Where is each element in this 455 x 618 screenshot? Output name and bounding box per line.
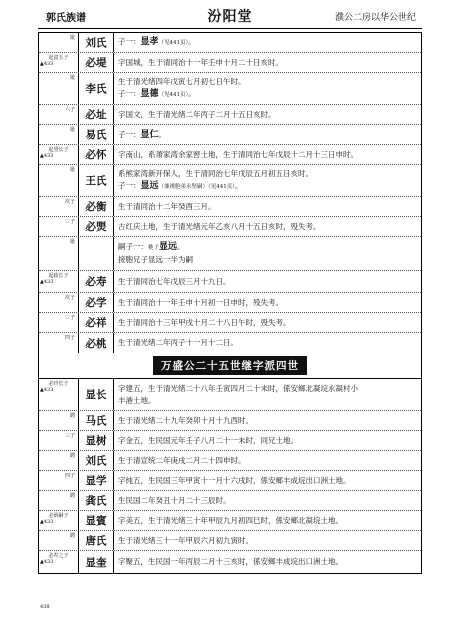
relation-cell: [39, 197, 79, 216]
table-row: [39, 33, 421, 53]
person-name: 必怀: [79, 145, 114, 164]
record-fragment: 生于清光绪二十九年癸卯十月十九西时。: [118, 415, 253, 425]
record-text: [114, 237, 421, 270]
record-text: [114, 165, 421, 196]
person-name: 易氏: [79, 125, 114, 144]
relation-cell: [39, 451, 79, 470]
person-name: 必址: [79, 105, 114, 124]
record-text: [114, 271, 421, 292]
page-reference: ▲433: [40, 387, 54, 393]
person-name: 龚氏: [79, 491, 114, 510]
person-name: 王氏: [79, 165, 114, 196]
header-rule: [38, 28, 422, 29]
relation-label: 起政长子: [48, 273, 69, 279]
relation-label: 起富五子: [48, 55, 69, 61]
record-text: [114, 451, 421, 470]
record-text: [114, 491, 421, 510]
genealogy-table: [38, 32, 422, 574]
relation-label: 聘: [69, 413, 75, 419]
relation-label: 妣: [69, 239, 75, 245]
relation-label: 妣: [69, 167, 75, 173]
relation-label: 三子: [64, 433, 75, 439]
record-line: [118, 149, 417, 161]
relation-label: 必炳嗣子: [48, 513, 69, 519]
person-name: 必祥: [79, 313, 114, 332]
relation-cell: [39, 491, 79, 510]
child-name: 显孝: [140, 37, 159, 47]
page-header: [38, 6, 422, 26]
table-row: [39, 431, 421, 451]
relation-label: 必寿之子: [48, 553, 69, 559]
record-text: [114, 333, 421, 353]
record-fragment: 字南山，系萧家湾余家窖土地，生于清同治七年戊辰十二月十三日申时。: [118, 149, 358, 159]
record-fragment: 子一：: [118, 89, 141, 98]
record-fragment: 生于清光绪三十一年甲辰六月初九寅时。: [118, 535, 253, 545]
page-number: 438: [40, 604, 50, 610]
record-text: [114, 145, 421, 164]
relation-cell: [39, 145, 79, 164]
page-reference: ▲433: [40, 61, 54, 67]
person-name: 显奎: [79, 551, 114, 573]
record-line: [118, 556, 417, 568]
relation-cell: [39, 165, 79, 196]
relation-cell: [39, 217, 79, 236]
table-row: [39, 313, 421, 333]
record-fragment: 。: [235, 181, 243, 190]
page-reference: ▲433: [40, 153, 54, 159]
record-line: [118, 129, 417, 141]
person-name: 刘氏: [79, 451, 114, 470]
record-fragment: 。: [177, 242, 185, 251]
relation-cell: [39, 333, 79, 353]
record-line: [118, 297, 417, 309]
record-line: [118, 515, 417, 527]
relation-label: 四子: [64, 335, 75, 341]
record-line: [118, 395, 417, 407]
record-fragment: 字美五，生于清光绪三十年甲辰九月初四巳时，係安鄉北凝垸土地。: [118, 515, 343, 525]
record-line: [118, 495, 417, 507]
record-line: [118, 109, 417, 121]
record-fragment: 生于清宣统二年庚戌二月二十四申时。: [118, 455, 246, 465]
table-row: [39, 379, 421, 411]
page-reference: ▲433: [40, 279, 54, 285]
relation-cell: [39, 105, 79, 124]
record-line: [118, 317, 417, 329]
person-name: 显长: [79, 379, 114, 410]
relation-cell: [39, 313, 79, 332]
record-line: [118, 221, 417, 233]
table-row: [39, 551, 421, 573]
generation-rows-bottom: [39, 379, 421, 573]
relation-cell: [39, 471, 79, 490]
relation-label: 三子: [64, 219, 75, 225]
generation-banner: 万盛公二十五世继字派四世: [153, 356, 307, 375]
record-line: [118, 168, 417, 180]
record-line: [118, 36, 417, 49]
table-row: [39, 217, 421, 237]
record-text: [114, 471, 421, 490]
person-name: 唐氏: [79, 531, 114, 550]
record-line: [118, 201, 417, 213]
child-note: （见441页）: [158, 92, 189, 98]
person-name: [79, 237, 114, 270]
relation-cell: [39, 551, 79, 573]
record-fragment: 生于清同治十三年甲戌十月二十八日午时，殁失考。: [118, 317, 291, 327]
relation-label: 四子: [64, 473, 75, 479]
table-row: [39, 125, 421, 145]
record-fragment: 字国文，生于清光绪二年丙子二月十五日亥时。: [118, 109, 276, 119]
record-fragment: 字建五，生于清光绪二十八年壬寅四月二十未时，係安鄉北凝垸永凝村小: [118, 383, 358, 393]
record-fragment: 生民国二年癸丑十月二十三辰时。: [118, 495, 231, 505]
person-name: 必桃: [79, 333, 114, 353]
table-row: [39, 105, 421, 125]
record-text: [114, 411, 421, 430]
person-name: 必学: [79, 293, 114, 312]
page-reference: ▲433: [40, 519, 54, 525]
record-text: [114, 511, 421, 530]
record-fragment: 字金五，生民国元年壬子八月二十一未时，同兄土地。: [118, 435, 298, 445]
person-name: 必煚: [79, 217, 114, 236]
record-text: [114, 551, 421, 573]
relation-cell: [39, 73, 79, 104]
relation-label: 妣: [69, 75, 75, 81]
relation-label: 聘: [69, 493, 75, 499]
record-text: [114, 217, 421, 236]
record-fragment: 。: [188, 89, 196, 98]
table-row: [39, 451, 421, 471]
header-center-title: 汾阳堂: [207, 9, 253, 25]
record-line: [118, 88, 417, 101]
relation-label: 必玲长子: [48, 381, 69, 387]
relation-cell: [39, 431, 79, 450]
record-text: [114, 125, 421, 144]
person-name: 李氏: [79, 73, 114, 104]
child-note: 桃子: [148, 245, 160, 251]
child-note: （见441页）: [158, 40, 189, 46]
record-text: [114, 33, 421, 52]
table-row: [39, 411, 421, 431]
record-text: [114, 105, 421, 124]
child-note: （兼祧胞弟永堅嗣）（见441页）: [158, 184, 236, 190]
table-row: [39, 145, 421, 165]
person-name: 显树: [79, 431, 114, 450]
person-name: 必寿: [79, 271, 114, 292]
table-row: [39, 471, 421, 491]
person-name: 必堤: [79, 53, 114, 72]
relation-cell: [39, 293, 79, 312]
relation-label: 起望长子: [48, 147, 69, 153]
page-reference: ▲433: [40, 559, 54, 565]
record-fragment: 古红庆土地，生于清光绪元年乙亥八月十五日亥时，殁失考。: [118, 221, 321, 231]
child-name: 显德: [140, 89, 159, 99]
table-row: [39, 197, 421, 217]
record-fragment: 生于清同治十二年癸酉三月。: [118, 201, 216, 211]
generation-rows-top: [39, 33, 421, 353]
record-line: [118, 455, 417, 467]
relation-cell: [39, 271, 79, 292]
record-fragment: 字国城，生于清同治十一年壬申十月二十日亥时。: [118, 57, 283, 67]
relation-cell: [39, 511, 79, 530]
generation-banner-row: [39, 353, 421, 379]
record-text: [114, 379, 421, 410]
relation-label: 次子: [64, 199, 75, 205]
record-line: [118, 535, 417, 547]
person-name: 刘氏: [79, 33, 114, 52]
record-line: [118, 337, 417, 349]
child-name: 显仁: [140, 129, 159, 140]
table-row: [39, 293, 421, 313]
relation-cell: [39, 53, 79, 72]
record-line: [118, 475, 417, 487]
record-fragment: 生于清光绪二年丙子十一月十二日。: [118, 338, 238, 347]
person-name: 显学: [79, 471, 114, 490]
table-row: [39, 271, 421, 293]
table-row: [39, 333, 421, 353]
record-fragment: 字纯五，生民国三年甲寅十一月十六戌时，係安鄉丰成垸出口洲土地。: [118, 475, 351, 485]
record-fragment: 。: [188, 37, 196, 46]
record-fragment: 丰港土地。: [118, 395, 156, 405]
record-text: [114, 531, 421, 550]
table-row: [39, 491, 421, 511]
record-fragment: 接胞兄子显远一半为嗣: [118, 255, 193, 264]
record-fragment: 子一：: [118, 181, 141, 190]
record-fragment: 字聚五，生民国一年丙辰二月十三亥时，係安鄉丰成垸出口洲土地。: [118, 557, 343, 566]
record-fragment: 嗣子一：: [118, 242, 148, 251]
child-name: 显远: [140, 181, 159, 191]
header-left-title: 郭氏族谱: [46, 13, 86, 24]
record-line: [118, 254, 417, 266]
relation-label: 三子: [64, 315, 75, 321]
person-name: 显賓: [79, 511, 114, 530]
record-line: [118, 435, 417, 447]
record-text: [114, 197, 421, 216]
person-name: 必衡: [79, 197, 114, 216]
relation-cell: [39, 531, 79, 550]
relation-cell: [39, 379, 79, 410]
record-line: [118, 415, 417, 427]
relation-cell: [39, 237, 79, 270]
relation-cell: [39, 125, 79, 144]
record-fragment: 生于清同治七年戊辰三月十九日。: [118, 276, 231, 286]
table-row: [39, 165, 421, 197]
record-text: [114, 293, 421, 312]
record-fragment: 生于清同治十一年壬申十月初一日申时，殁失考。: [118, 297, 283, 307]
record-line: [118, 57, 417, 69]
child-name: 显远: [159, 242, 178, 252]
record-line: [118, 276, 417, 288]
record-fragment: 子一：: [118, 37, 141, 46]
header-right-title: 濮公二房以华公世纪: [334, 13, 416, 23]
relation-label: 六子: [64, 107, 75, 113]
table-row: [39, 73, 421, 105]
person-name: 马氏: [79, 411, 114, 430]
relation-cell: [39, 33, 79, 52]
record-line: [118, 383, 417, 395]
record-fragment: 生于清光绪四年戊寅七月初七日午时。: [118, 77, 246, 86]
record-fragment: 子一：: [118, 129, 141, 139]
relation-label: 次子: [64, 295, 75, 301]
record-line: [118, 76, 417, 88]
relation-label: 聘: [69, 533, 75, 539]
record-fragment: 。: [158, 129, 167, 139]
relation-label: 聘: [69, 453, 75, 459]
relation-label: 妣: [69, 127, 75, 133]
record-fragment: 系熊家湾新开保人，生于清同治七年戊辰五月初五日亥时。: [118, 169, 313, 178]
record-line: [118, 241, 417, 254]
table-row: [39, 531, 421, 551]
record-text: [114, 53, 421, 72]
record-text: [114, 313, 421, 332]
relation-cell: [39, 411, 79, 430]
record-line: [118, 180, 417, 193]
record-text: [114, 73, 421, 104]
relation-label: 妣: [69, 35, 75, 41]
table-row: [39, 53, 421, 73]
table-row: [39, 237, 421, 271]
table-row: [39, 511, 421, 531]
record-text: [114, 431, 421, 450]
